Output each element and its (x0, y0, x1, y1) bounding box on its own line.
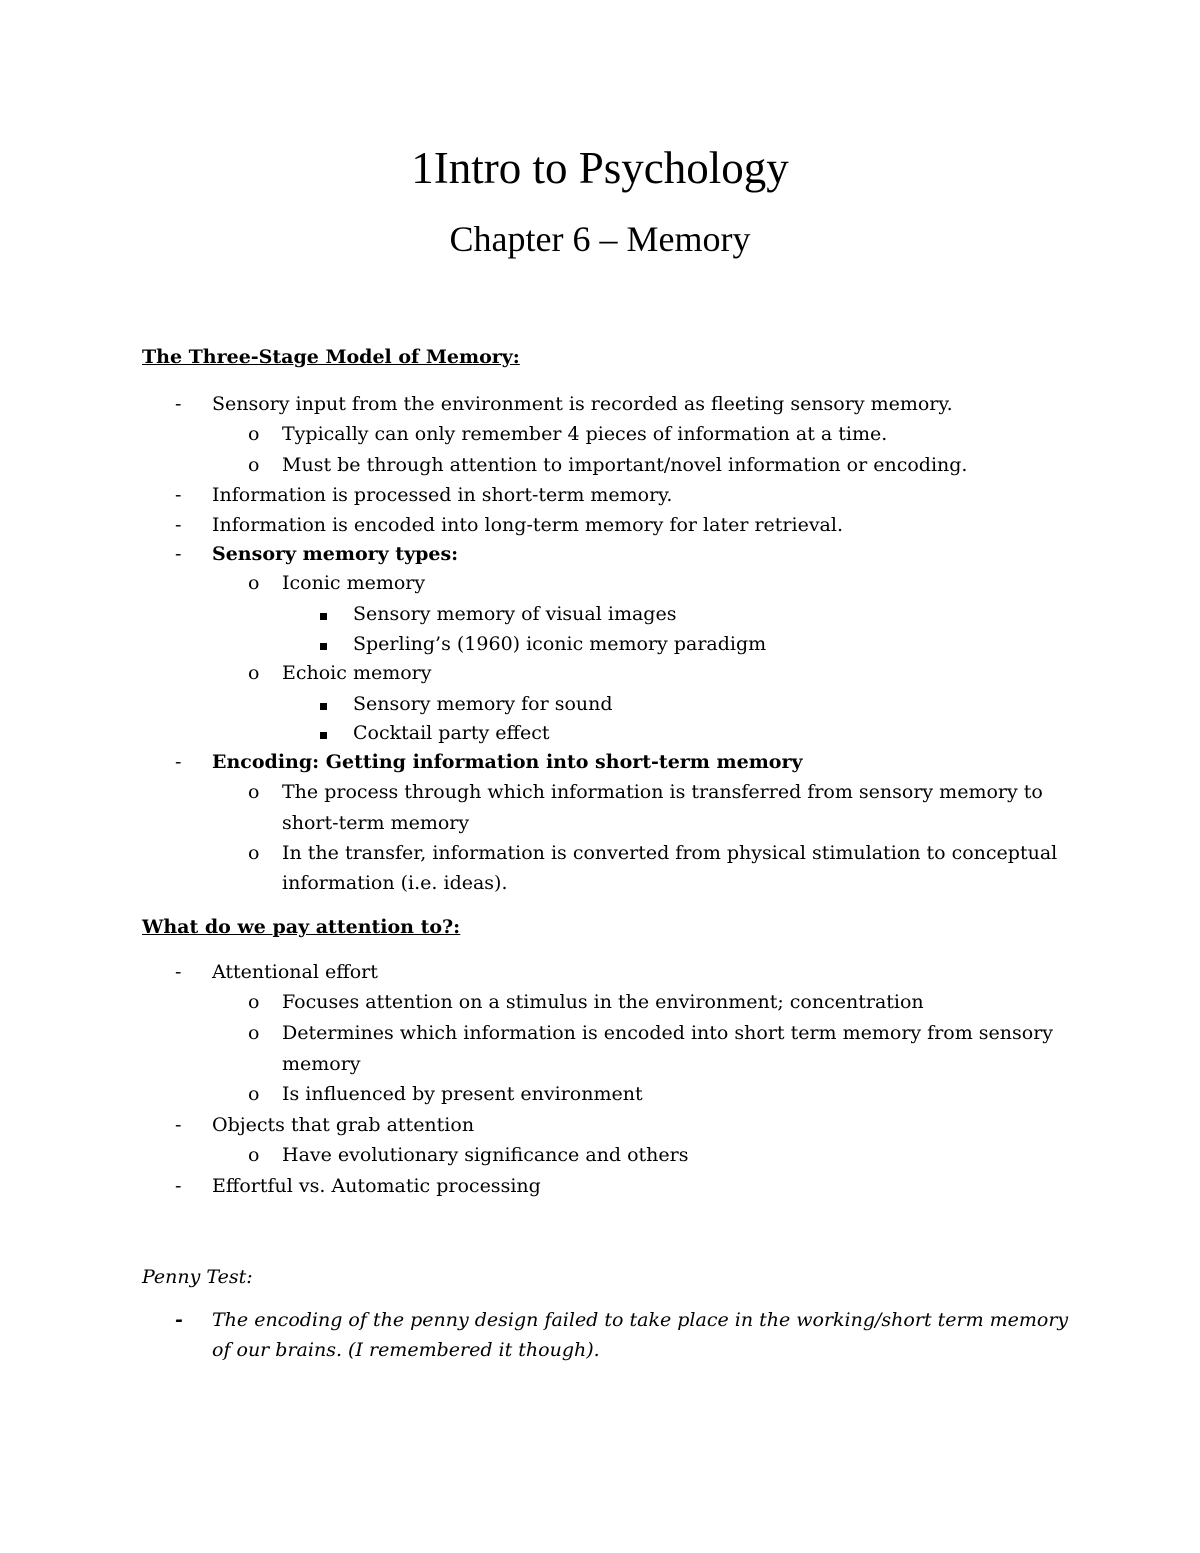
dash-marker: - (175, 393, 182, 415)
list-item: In the transfer, information is converted from physical stimulation to conceptual (282, 842, 1058, 864)
list-item: Focuses attention on a stimulus in the environment; concentration (282, 991, 924, 1013)
list-item: Effortful vs. Automatic processing (212, 1175, 541, 1197)
list-item-continuation: memory (282, 1053, 361, 1075)
square-bullet-icon (320, 629, 327, 659)
circle-marker: o (248, 1083, 260, 1105)
square-bullet-icon (320, 718, 327, 748)
dash-marker: - (175, 543, 182, 565)
section-heading-three-stage-model: The Three-Stage Model of Memory: (142, 346, 520, 368)
list-item: Determines which information is encoded into short term memory from sensory (282, 1022, 1054, 1044)
list-item: Sensory memory types: (212, 543, 459, 565)
circle-marker: o (248, 662, 260, 684)
list-item: Iconic memory (282, 572, 426, 594)
list-item: Is influenced by present environment (282, 1083, 643, 1105)
list-item: Sperling’s (1960) iconic memory paradigm (353, 633, 767, 655)
list-item: Objects that grab attention (212, 1114, 475, 1136)
circle-marker: o (248, 991, 260, 1013)
chapter-subtitle: Chapter 6 – Memory (449, 219, 751, 259)
dash-marker: - (175, 514, 182, 536)
list-item: Sensory memory of visual images (353, 603, 677, 625)
circle-marker: o (248, 423, 260, 445)
circle-marker: o (248, 1144, 260, 1166)
dash-marker: - (175, 1114, 182, 1136)
circle-marker: o (248, 781, 260, 803)
circle-marker: o (248, 842, 260, 864)
list-item: Information is processed in short-term memory. (212, 484, 673, 506)
list-item: Must be through attention to important/novel information or encoding. (282, 454, 968, 476)
dash-marker: - (175, 961, 182, 983)
list-item: Sensory input from the environment is recorded as fleeting sensory memory. (212, 393, 953, 415)
circle-marker: o (248, 572, 260, 594)
dash-marker: - (175, 1309, 183, 1331)
list-item-continuation: of our brains. (I remembered it though). (212, 1339, 600, 1361)
list-item: Have evolutionary significance and others (282, 1144, 689, 1166)
list-item-continuation: short-term memory (282, 812, 470, 834)
list-item: Typically can only remember 4 pieces of information at a time. (282, 423, 888, 445)
circle-marker: o (248, 1022, 260, 1044)
list-item: The process through which information is transferred from sensory memory to (282, 781, 1043, 803)
square-bullet-icon (320, 689, 327, 719)
list-item: Encoding: Getting information into short-term memory (212, 751, 803, 773)
list-item: Echoic memory (282, 662, 432, 684)
square-bullet-icon (320, 599, 327, 629)
dash-marker: - (175, 751, 182, 773)
section-heading-penny-test: Penny Test: (142, 1266, 253, 1288)
list-item: Attentional effort (212, 961, 378, 983)
list-item: Cocktail party effect (353, 722, 550, 744)
list-item: Sensory memory for sound (353, 693, 613, 715)
circle-marker: o (248, 454, 260, 476)
list-item: The encoding of the penny design failed to take place in the working/short term memory (212, 1309, 1069, 1331)
section-heading-attention: What do we pay attention to?: (142, 916, 461, 938)
dash-marker: - (175, 1175, 182, 1197)
dash-marker: - (175, 484, 182, 506)
document-title: 1Intro to Psychology (411, 143, 789, 193)
list-item-continuation: information (i.e. ideas). (282, 872, 508, 894)
list-item: Information is encoded into long-term memory for later retrieval. (212, 514, 843, 536)
